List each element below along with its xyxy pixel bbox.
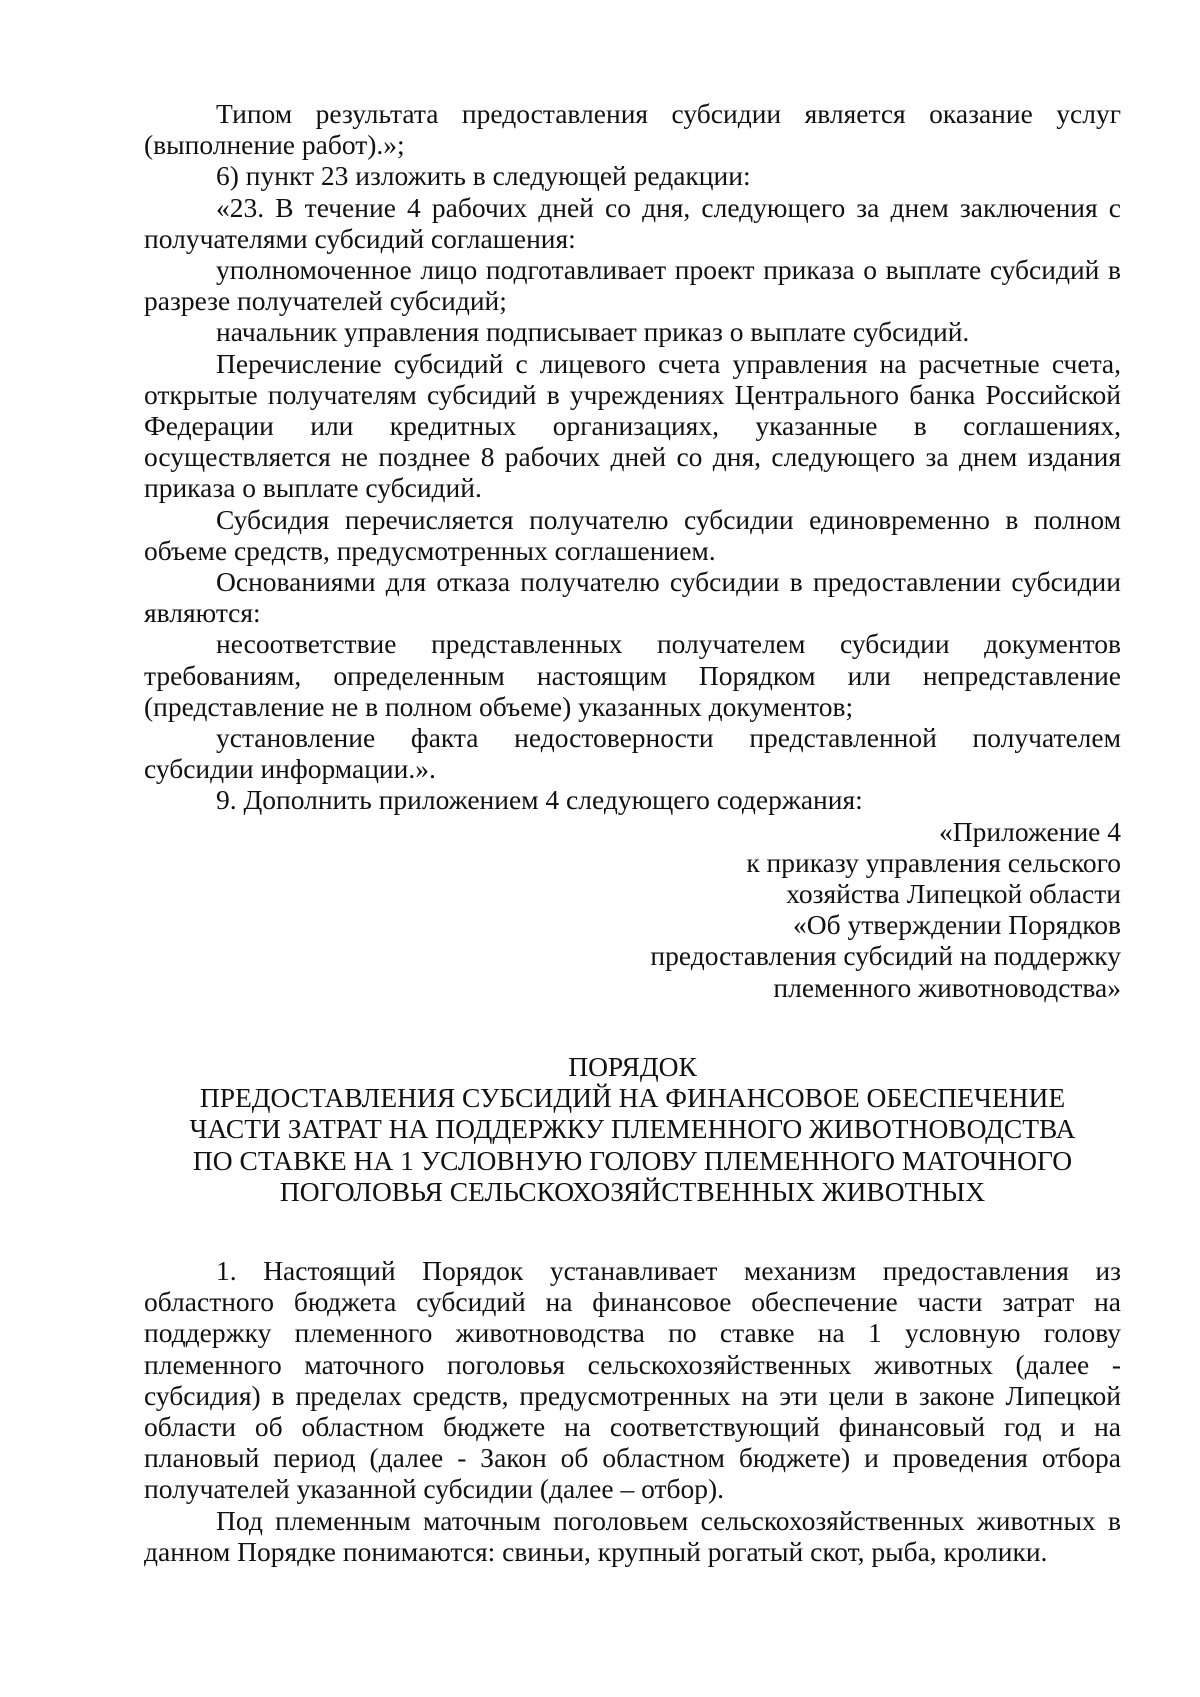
appendix-line: хозяйства Липецкой области (786, 878, 1121, 910)
paragraph-transfer: Перечисление субсидий с лицевого счета управления на расчетные счета, открытые получателям субсидий в учреждениях Центрального банка Российской Федерации или кредитных организациях, указанные в соглашениях, осуществляется не позднее 8 рабочих дней со дня, следующего за днем издания приказа о выплате субсидий. (144, 347, 1121, 504)
paragraph-unreliable-info: установление факта недостоверности представленной получателем субсидии информации.». (144, 722, 1121, 785)
title-line: ПО СТАВКЕ НА 1 УСЛОВНУЮ ГОЛОВУ ПЛЕМЕННОГО МАТОЧНОГО (192, 1144, 1073, 1176)
appendix-line: «Приложение 4 (939, 815, 1121, 847)
title-line: ПОРЯДОК (568, 1050, 697, 1082)
document-page (144, 98, 1121, 1567)
paragraph-section-1: 1. Настоящий Порядок устанавливает механизм предоставления из областного бюджета субсидий на финансовое обеспечение части затрат на поддержку племенного животноводства по ставке на 1 условную голову племенного маточного поголовья сельскохозяйственных животных (далее - субсидия) в пределах средств, предусмотренных на эти цели в законе Липецкой области об областном бюджете на соответствующий финансовый год и на плановый период (далее - Закон об областном бюджете) и проведения отбора получателей указанной субсидии (далее – отбор). (144, 1254, 1121, 1505)
paragraph-non-compliance: несоответствие представленных получателем субсидии документов требованиям, определенным настоящим Порядком или непредставление (представление не в полном объеме) указанных документов; (144, 628, 1121, 722)
document-title (144, 1051, 1121, 1207)
title-line: ПОГОЛОВЬЯ СЕЛЬСКОХОЗЯЙСТВЕННЫХ ЖИВОТНЫХ (279, 1175, 986, 1207)
appendix-line: племенного животноводства» (773, 971, 1121, 1003)
paragraph-refusal-grounds: Основаниями для отказа получателю субсидии в предоставлении субсидии являются: (144, 566, 1121, 629)
paragraph-breeding-stock: Под племенным маточным поголовьем сельскохозяйственных животных в данном Порядке понимаются: свиньи, крупный рогатый скот, рыба, кролики. (144, 1504, 1121, 1567)
spacer (144, 1207, 1121, 1255)
paragraph-point-23-intro: 6) пункт 23 изложить в следующей редакции: (216, 160, 751, 192)
paragraph-authorized-person: уполномоченное лицо подготавливает проект приказа о выплате субсидий в разрезе получателей субсидий; (144, 254, 1121, 317)
paragraph-point-23: «23. В течение 4 рабочих дней со дня, следующего за днем заключения с получателями субсидий соглашения: (144, 191, 1121, 254)
appendix-line: предоставления субсидий на поддержку (650, 940, 1121, 972)
paragraph-head-signs: начальник управления подписывает приказ о выплате субсидий. (216, 316, 970, 348)
appendix-header (144, 816, 1121, 1003)
appendix-line: «Об утверждении Порядков (793, 909, 1121, 941)
paragraph-lump-sum: Субсидия перечисляется получателю субсидии единовременно в полном объеме средств, предусмотренных соглашением. (144, 503, 1121, 566)
title-line: ЧАСТИ ЗАТРАТ НА ПОДДЕРЖКУ ПЛЕМЕННОГО ЖИВОТНОВОДСТВА (189, 1113, 1076, 1145)
paragraph-result-type: Типом результата предоставления субсидии является оказание услуг (выполнение работ).»; (144, 98, 1121, 161)
paragraph-supplement-appendix: 9. Дополнить приложением 4 следующего содержания: (216, 784, 863, 816)
title-line: ПРЕДОСТАВЛЕНИЯ СУБСИДИЙ НА ФИНАНСОВОЕ ОБЕСПЕЧЕНИЕ (199, 1082, 1066, 1114)
appendix-line: к приказу управления сельского (746, 846, 1121, 878)
